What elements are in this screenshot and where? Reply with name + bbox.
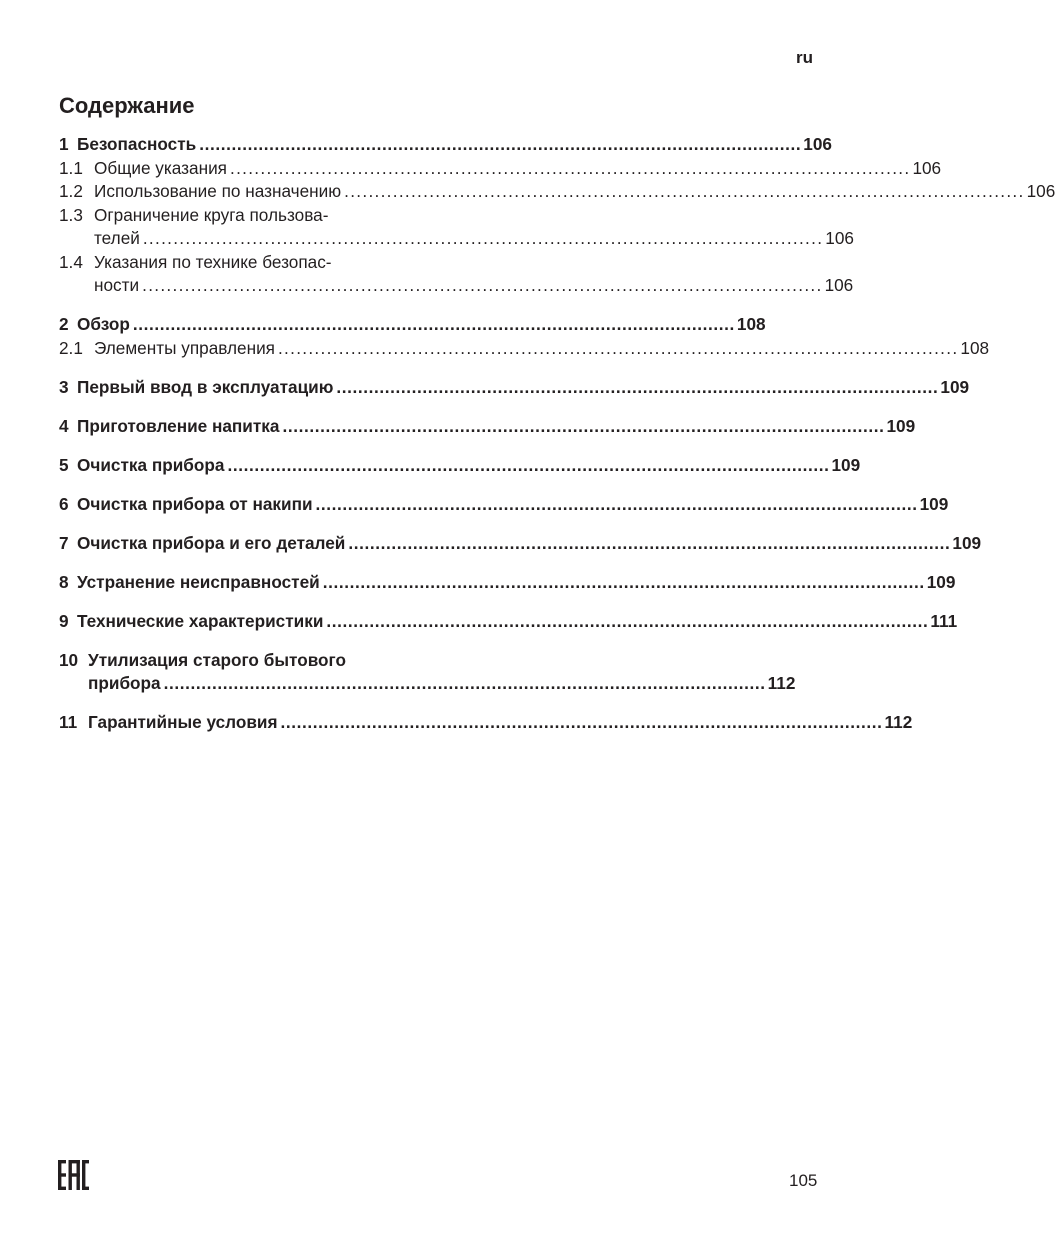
toc-entry-2-1[interactable] (59, 337, 990, 361)
toc-page: 106 (803, 134, 832, 154)
toc-label: Первый ввод в эксплуатацию (77, 376, 334, 397)
toc-page: 109 (919, 493, 949, 514)
toc-leader (316, 493, 918, 517)
toc-entry-9[interactable] (59, 610, 958, 634)
toc-entry-1-2[interactable] (59, 180, 1055, 204)
toc-leader (281, 711, 883, 735)
toc-leader (326, 610, 928, 634)
toc-entry-7[interactable] (59, 532, 982, 556)
toc-label-line2: телей (94, 228, 140, 248)
toc-number: 5 (59, 454, 69, 475)
toc-number: 7 (59, 532, 69, 553)
toc-page: 111 (930, 610, 958, 631)
toc-number: 1 (59, 134, 69, 154)
toc-label: Очистка прибора от накипи (77, 493, 313, 514)
toc-page: 112 (767, 673, 796, 693)
toc-entry-4[interactable] (59, 415, 916, 439)
toc-number: 4 (59, 415, 69, 436)
toc-leader (336, 376, 938, 400)
toc-label: Безопасность (77, 134, 197, 154)
toc-page: 109 (831, 454, 861, 475)
toc-label: Устранение неисправностей (77, 571, 320, 592)
toc-leader (344, 180, 1024, 204)
toc-number: 1.2 (59, 181, 83, 201)
toc-page: 106 (825, 228, 854, 248)
toc-page: 112 (884, 712, 913, 732)
toc-page: 109 (940, 376, 970, 397)
toc-number: 6 (59, 493, 69, 514)
toc-label-line1: Указания по технике безопас- (94, 251, 332, 272)
toc-number: 2 (59, 314, 69, 334)
toc-number: 3 (59, 376, 69, 397)
toc-leader (278, 337, 958, 361)
toc-leader (348, 532, 950, 556)
toc-entry-1[interactable] (59, 133, 832, 157)
toc-page: 106 (824, 275, 854, 295)
toc-leader (282, 415, 884, 439)
toc-leader (133, 313, 735, 337)
toc-label: Общие указания (94, 157, 227, 178)
toc-leader (143, 227, 823, 251)
toc-entry-5[interactable] (59, 454, 861, 478)
toc-entry-3[interactable] (59, 376, 970, 400)
toc-label: Очистка прибора (77, 454, 225, 475)
toc-entry-1-3[interactable] (59, 204, 854, 251)
eac-mark-icon (58, 1160, 89, 1190)
toc-label: Элементы управления (94, 337, 275, 358)
table-of-contents (59, 133, 1055, 735)
toc-label: Очистка прибора и его деталей (77, 532, 346, 553)
toc-page: 108 (960, 337, 990, 358)
page-title: Содержание (59, 93, 195, 118)
toc-page: 106 (1026, 181, 1055, 201)
toc-label: Гарантийные условия (88, 712, 278, 732)
toc-label-line1: Утилизация старого бытового (88, 649, 346, 670)
page-number: 105 (789, 1171, 818, 1190)
toc-page: 109 (952, 532, 982, 553)
toc-leader (323, 571, 925, 595)
toc-entry-8[interactable] (59, 571, 956, 595)
toc-label: Обзор (77, 314, 130, 334)
toc-page: 108 (736, 314, 766, 334)
toc-entry-2[interactable] (59, 313, 766, 337)
toc-label-line2: ности (94, 275, 140, 295)
toc-leader (142, 274, 822, 298)
toc-number: 2.1 (59, 337, 83, 358)
toc-number: 10 (59, 649, 79, 670)
toc-number: 1.3 (59, 204, 83, 225)
toc-entry-10[interactable] (59, 649, 796, 696)
toc-leader (164, 672, 766, 696)
toc-label: Использование по назначению (94, 181, 342, 201)
toc-page: 109 (926, 571, 956, 592)
toc-leader (227, 454, 829, 478)
toc-label-line2: прибора (88, 673, 161, 693)
toc-number: 8 (59, 571, 69, 592)
toc-number: 9 (59, 610, 69, 631)
toc-entry-11[interactable] (59, 711, 913, 735)
toc-leader (199, 133, 801, 157)
toc-entry-1-4[interactable] (59, 251, 854, 298)
language-code: ru (796, 48, 813, 67)
toc-entry-6[interactable] (59, 493, 949, 517)
toc-number: 11 (59, 712, 78, 732)
toc-entry-1-1[interactable] (59, 157, 942, 181)
toc-number: 1.4 (59, 251, 83, 272)
toc-leader (230, 157, 910, 181)
toc-label: Приготовление напитка (77, 415, 280, 436)
toc-number: 1.1 (59, 157, 83, 178)
toc-page: 109 (886, 415, 916, 436)
toc-page: 106 (912, 157, 942, 178)
toc-label-line1: Ограничение круга пользова- (94, 204, 329, 225)
toc-label: Технические характеристики (77, 610, 324, 631)
